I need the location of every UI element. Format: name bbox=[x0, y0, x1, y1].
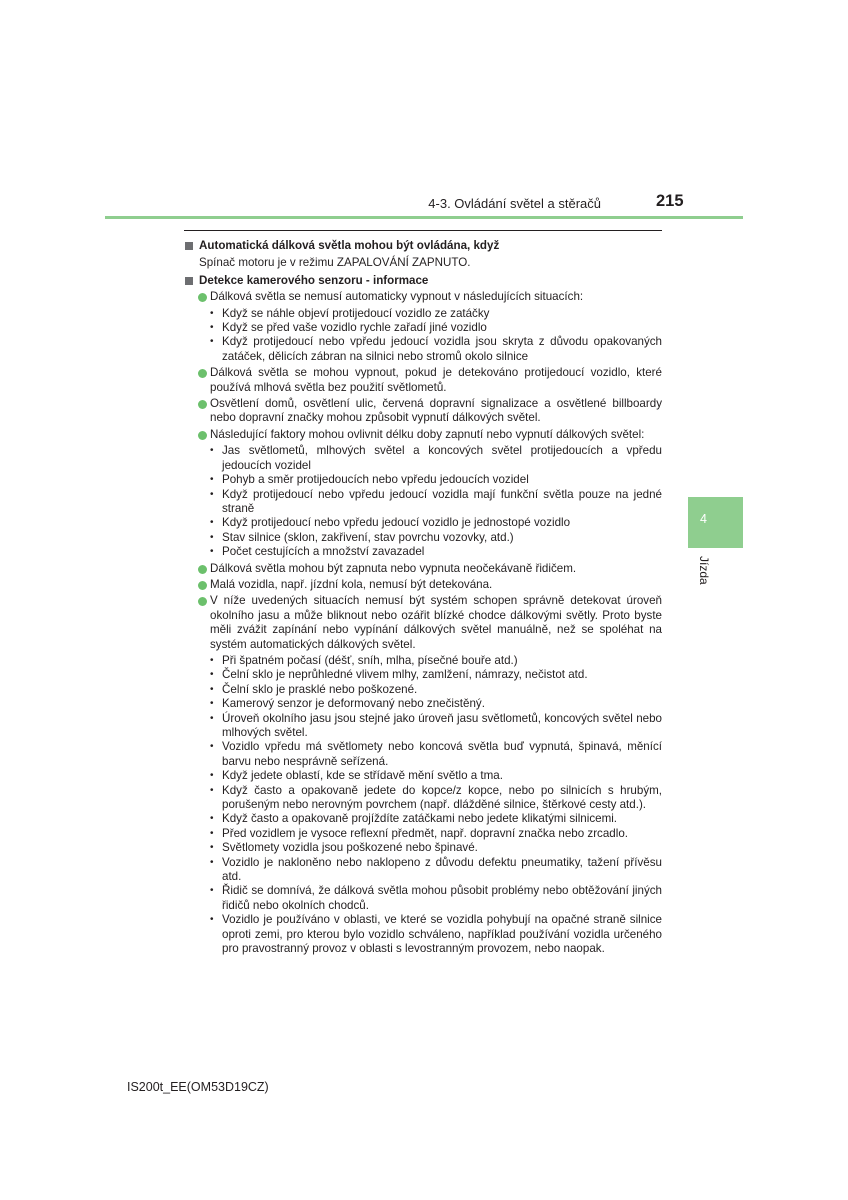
square-bullet-icon bbox=[185, 242, 193, 250]
bullet-item bbox=[184, 578, 662, 592]
bullet-text: V níže uvedených situacích nemusí být systém schopen správně detekovat úroveň okolního jasu a může bliknout nebo ozářit blízké chodce dálkovými světly. Proto byste měli zvážit zapínání nebo vypínání dálkových světel manuálně, než se spoléhat na systém automatických dálkových světel. bbox=[210, 594, 662, 651]
bullet-item bbox=[184, 562, 662, 576]
section-heading bbox=[184, 239, 662, 253]
sub-bullet-icon: • bbox=[210, 698, 214, 710]
sub-bullet-icon: • bbox=[210, 546, 214, 558]
sub-bullet-icon: • bbox=[210, 683, 214, 695]
manual-content bbox=[184, 237, 662, 957]
bullet-item bbox=[184, 366, 662, 395]
sub-item-text: Řidič se domnívá, že dálková světla mohou působit problémy nebo obtěžování jiných řidičů nebo okolních chodců. bbox=[222, 884, 662, 912]
sub-item bbox=[184, 444, 662, 473]
sub-item-text: Počet cestujících a množství zavazadel bbox=[222, 545, 425, 559]
bullet-dot-icon bbox=[198, 597, 207, 606]
sub-item-text: Jas světlometů, mlhových světel a koncových světel protijedoucích a vpředu jedoucích vozidel bbox=[222, 444, 662, 472]
sub-bullet-icon: • bbox=[210, 336, 214, 348]
sub-item-text: Úroveň okolního jasu jsou stejné jako úroveň jasu světlometů, koncových světel nebo mlhových světel. bbox=[222, 711, 662, 739]
bullet-item bbox=[184, 428, 662, 442]
sub-item-text: Pohyb a směr protijedoucích nebo vpředu jedoucích vozidel bbox=[222, 473, 529, 487]
sub-item bbox=[184, 740, 662, 769]
sub-item-text: Čelní sklo je prasklé nebo poškozené. bbox=[222, 682, 418, 696]
chapter-label: Jízda bbox=[697, 556, 711, 585]
header-rule bbox=[105, 216, 743, 219]
sub-item bbox=[184, 827, 662, 841]
content-rule bbox=[184, 230, 662, 231]
sub-item-text: Když protijedoucí nebo vpředu jedoucí vozidla jsou skryta z důvodu opakovaných zatáček, dělicích zábran na silnici nebo stromů okolo silnice bbox=[222, 335, 662, 363]
square-bullet-icon bbox=[185, 277, 193, 285]
bullet-dot-icon bbox=[198, 581, 207, 590]
sub-item bbox=[184, 884, 662, 913]
chapter-tab bbox=[688, 497, 743, 548]
sub-item-text: Když často a opakovaně jedete do kopce/z kopce, nebo po silnicích s hrubým, porušeným nebo nerovným povrchem (např. dlážděné silnice, štěrkové cesty atd.). bbox=[222, 783, 662, 812]
sub-bullet-icon: • bbox=[210, 741, 214, 753]
sub-item-text: Když se náhle objeví protijedoucí vozidlo ze zatáčky bbox=[222, 306, 490, 320]
section-text: Spínač motoru je v režimu ZAPALOVÁNÍ ZAPNUTO. bbox=[199, 256, 471, 270]
section-heading-text: Detekce kamerového senzoru - informace bbox=[199, 273, 429, 287]
sub-item bbox=[184, 488, 662, 517]
sub-item bbox=[184, 841, 662, 855]
sub-bullet-icon: • bbox=[210, 531, 214, 543]
sub-item-text: Když protijedoucí nebo vpředu jedoucí vozidlo je jednostopé vozidlo bbox=[222, 516, 571, 530]
sub-item bbox=[184, 769, 662, 783]
sub-item bbox=[184, 654, 662, 668]
sub-item-text: Před vozidlem je vysoce reflexní předmět, např. dopravní značka nebo zrcadlo. bbox=[222, 826, 628, 840]
sub-bullet-icon: • bbox=[210, 842, 214, 854]
sub-item bbox=[184, 307, 662, 321]
sub-item-text: Když protijedoucí nebo vpředu jedoucí vozidla mají funkční světla pouze na jedné straně bbox=[222, 487, 662, 515]
sub-bullet-icon: • bbox=[210, 813, 214, 825]
bullet-text: Následující faktory mohou ovlivnit délku doby zapnutí nebo vypnutí dálkových světel: bbox=[210, 427, 645, 441]
sub-item bbox=[184, 683, 662, 697]
sub-bullet-icon: • bbox=[210, 488, 214, 500]
chapter-number: 4 bbox=[700, 512, 707, 526]
sub-bullet-icon: • bbox=[210, 770, 214, 782]
bullet-text: Osvětlení domů, osvětlení ulic, červená dopravní signalizace a osvětlené billboardy nebo dopravní značky mohou způsobit vypnutí dálkových světel. bbox=[210, 397, 662, 425]
sub-item-text: Když často a opakovaně projíždíte zatáčkami nebo jedete klikatými silnicemi. bbox=[222, 812, 618, 826]
section-heading bbox=[184, 274, 662, 288]
sub-item bbox=[184, 697, 662, 711]
sub-bullet-icon: • bbox=[210, 856, 214, 868]
sub-item bbox=[184, 531, 662, 545]
bullet-text: Malá vozidla, např. jízdní kola, nemusí být detekována. bbox=[210, 577, 493, 591]
bullet-text: Dálková světla se nemusí automaticky vypnout v následujících situacích: bbox=[210, 290, 584, 304]
sub-bullet-icon: • bbox=[210, 914, 214, 926]
sub-bullet-icon: • bbox=[210, 885, 214, 897]
sub-bullet-icon: • bbox=[210, 654, 214, 666]
sub-bullet-icon: • bbox=[210, 827, 214, 839]
sub-bullet-icon: • bbox=[210, 474, 214, 486]
sub-item bbox=[184, 545, 662, 559]
bullet-dot-icon bbox=[198, 293, 207, 302]
sub-item-text: Stav silnice (sklon, zakřivení, stav povrchu vozovky, atd.) bbox=[222, 530, 514, 544]
sub-item-text: Při špatném počasí (déšť, sníh, mlha, písečné bouře atd.) bbox=[222, 653, 518, 667]
bullet-item bbox=[184, 290, 662, 304]
sub-item bbox=[184, 335, 662, 364]
bullet-item bbox=[184, 594, 662, 652]
sub-item bbox=[184, 473, 662, 487]
sub-item-text: Když se před vaše vozidlo rychle zařadí jiné vozidlo bbox=[222, 321, 487, 335]
bullet-dot-icon bbox=[198, 400, 207, 409]
sub-item-text: Světlomety vozidla jsou poškozené nebo špinavé. bbox=[222, 841, 478, 855]
sub-bullet-icon: • bbox=[210, 445, 214, 457]
sub-item-text: Vozidlo je používáno v oblasti, ve které se vozidla pohybují na opačné straně silnice oproti zemi, pro kterou bylo vozidlo schváleno, například používání vozidla určeného pro pravostranný provoz v oblasti s levostranným provozem, nebo naopak. bbox=[222, 913, 662, 956]
sub-item-text: Vozidlo vpředu má světlomety nebo koncová světla buď vypnutá, špinavá, měnící barvu nebo nesprávně seřízená. bbox=[222, 740, 662, 768]
section-title: 4-3. Ovládání světel a stěračů bbox=[428, 196, 601, 211]
bullet-dot-icon bbox=[198, 431, 207, 440]
bullet-dot-icon bbox=[198, 565, 207, 574]
page-number: 215 bbox=[656, 192, 684, 210]
bullet-item bbox=[184, 397, 662, 426]
sub-item bbox=[184, 516, 662, 530]
sub-item-text: Kamerový senzor je deformovaný nebo znečistěný. bbox=[222, 697, 485, 711]
sub-item-text: Když jedete oblastí, kde se střídavě mění světlo a tma. bbox=[222, 769, 503, 783]
sub-bullet-icon: • bbox=[210, 307, 214, 319]
page-header bbox=[0, 188, 848, 224]
sub-item-text: Vozidlo je nakloněno nebo naklopeno z důvodu defektu pneumatiky, tažení přívěsu atd. bbox=[222, 855, 662, 884]
model-code: IS200t_EE(OM53D19CZ) bbox=[127, 1080, 269, 1094]
sub-item bbox=[184, 856, 662, 885]
sub-bullet-icon: • bbox=[210, 322, 214, 334]
sub-item bbox=[184, 668, 662, 682]
sub-item bbox=[184, 812, 662, 826]
sub-item-text: Čelní sklo je neprůhledné vlivem mlhy, zamlžení, námrazy, nečistot atd. bbox=[222, 668, 588, 682]
sub-item bbox=[184, 784, 662, 813]
sub-item bbox=[184, 712, 662, 741]
sub-bullet-icon: • bbox=[210, 712, 214, 724]
sub-bullet-icon: • bbox=[210, 517, 214, 529]
sub-item bbox=[184, 913, 662, 956]
sub-bullet-icon: • bbox=[210, 669, 214, 681]
sub-item bbox=[184, 321, 662, 335]
bullet-text: Dálková světla se mohou vypnout, pokud je detekováno protijedoucí vozidlo, které používá mlhová světla bez použití světlometů. bbox=[210, 366, 662, 394]
section-heading-text: Automatická dálková světla mohou být ovládána, když bbox=[199, 239, 500, 252]
bullet-dot-icon bbox=[198, 369, 207, 378]
sub-bullet-icon: • bbox=[210, 784, 214, 796]
bullet-text: Dálková světla mohou být zapnuta nebo vypnuta neočekávaně řidičem. bbox=[210, 561, 577, 575]
